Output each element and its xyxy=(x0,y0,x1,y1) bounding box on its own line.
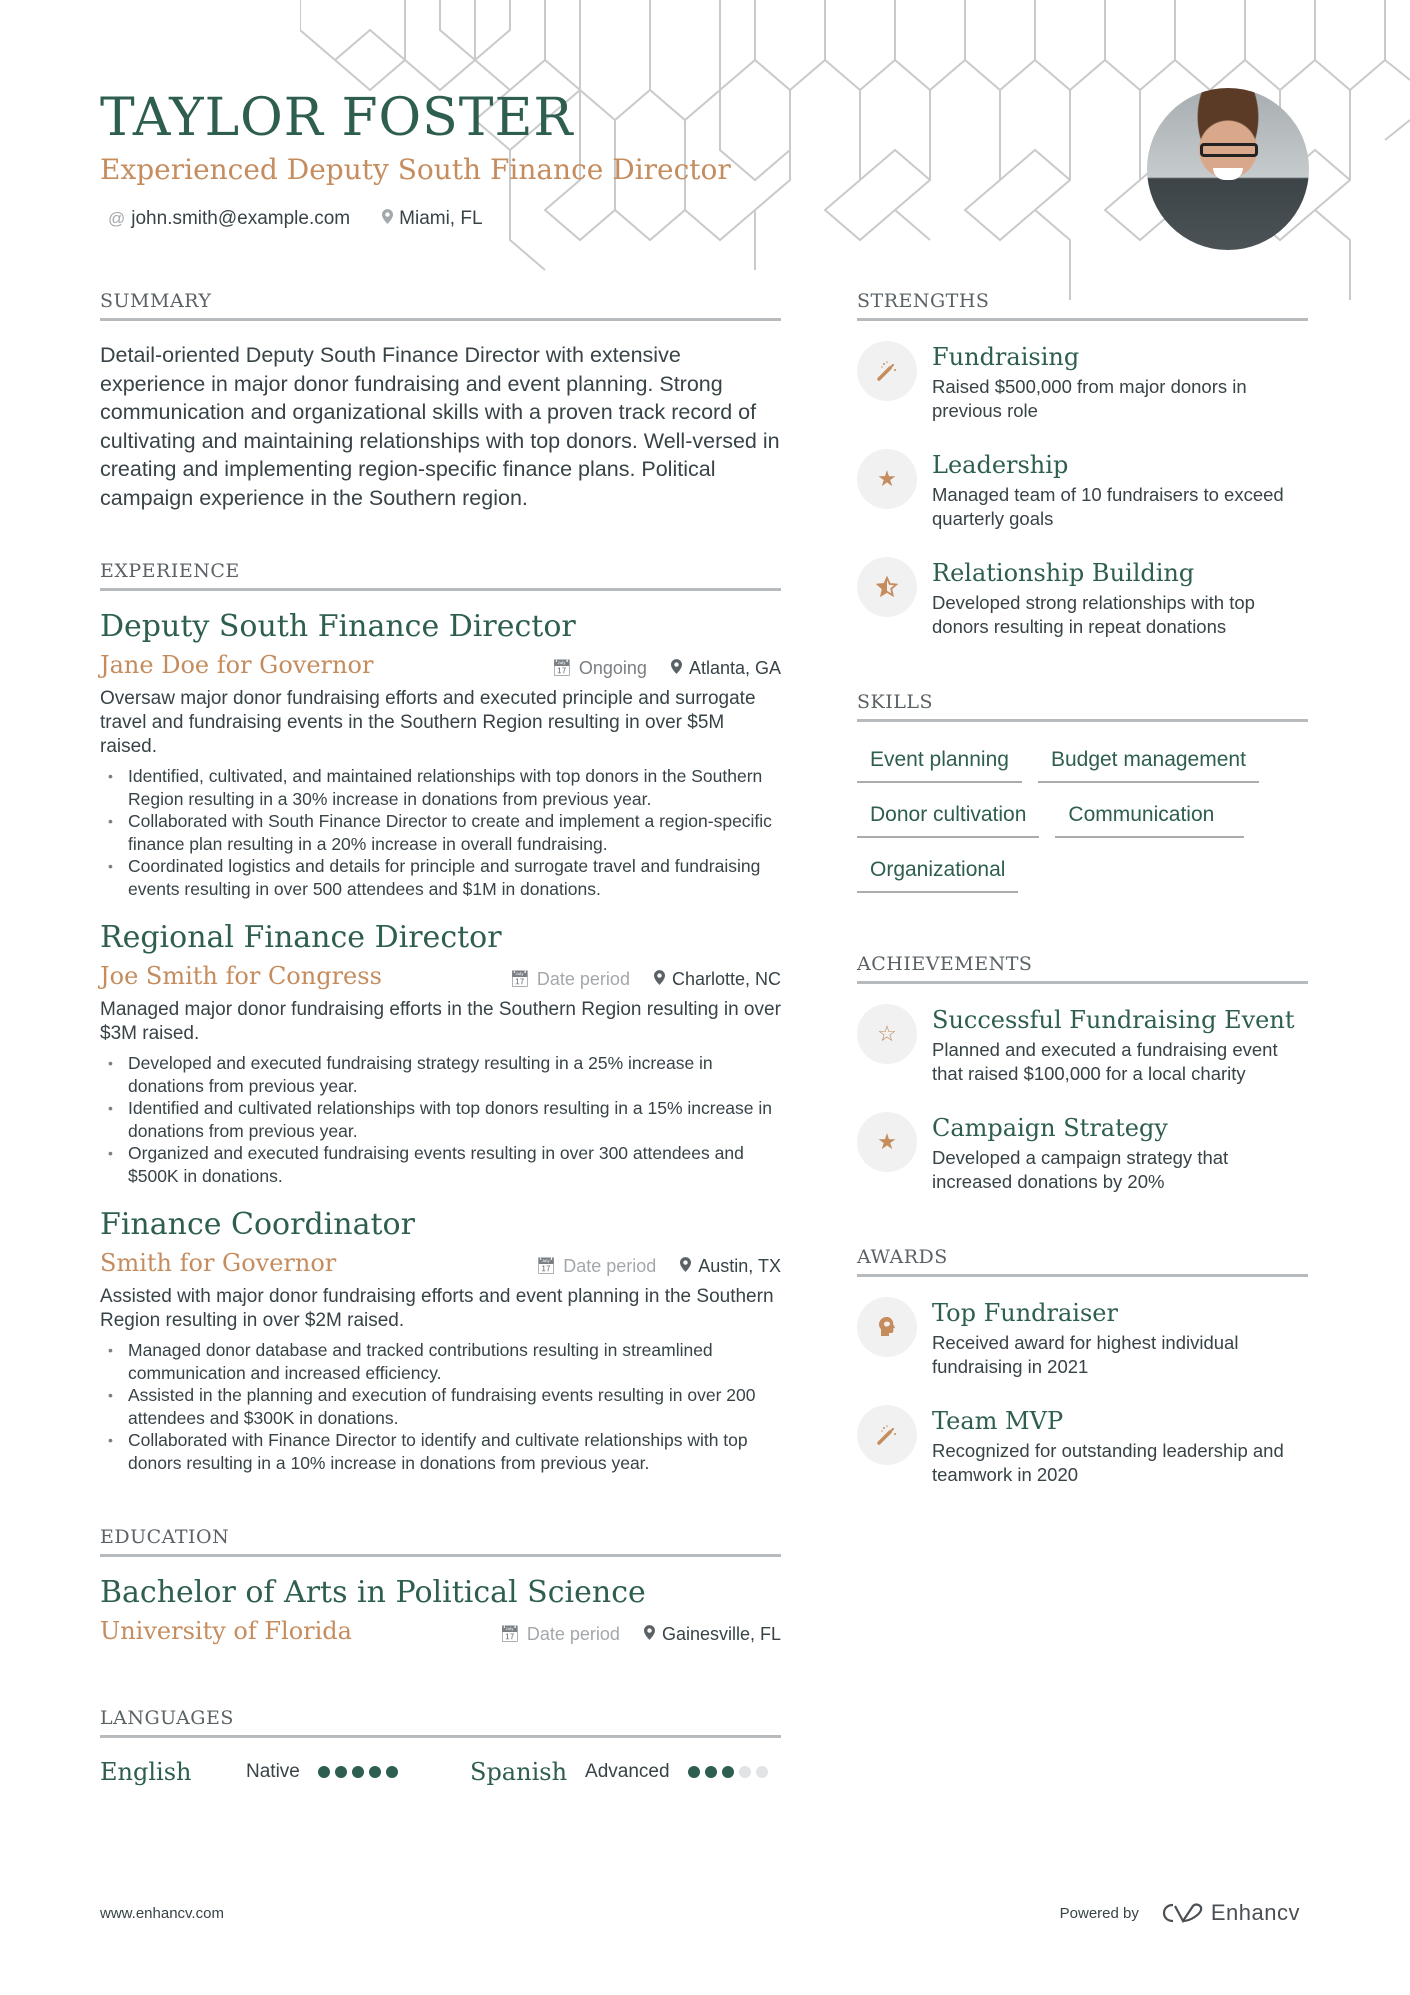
star-filled-icon: ★ xyxy=(857,449,917,509)
languages-section xyxy=(100,1707,781,1786)
rating-dot-filled xyxy=(318,1766,330,1778)
experience-section xyxy=(100,560,781,1474)
award-item xyxy=(857,1297,1308,1379)
award-description: Received award for highest individual fundraising in 2021 xyxy=(932,1332,1239,1377)
awards-section xyxy=(857,1246,1308,1487)
bullet-item: • Assisted in the planning and execution of fundraising events resulting in over 200 attendees and $300K in donations. xyxy=(100,1384,781,1429)
brand-name: Enhancv xyxy=(1210,1900,1300,1925)
email-text: john.smith@example.com xyxy=(131,208,351,229)
achievement-description: Developed a campaign strategy that increased donations by 20% xyxy=(932,1147,1229,1192)
rating-dot-filled xyxy=(369,1766,381,1778)
calendar-icon: 📅︎ xyxy=(551,660,572,677)
achievements-section xyxy=(857,953,1308,1194)
bullet-item: • Identified and cultivated relationships with top donors resulting in a 15% increase in donations from previous year. xyxy=(100,1097,781,1142)
education-location: Gainesville, FL xyxy=(661,1623,781,1644)
job-bullets xyxy=(100,1052,781,1187)
skill-tag: Donor cultivation xyxy=(857,799,1039,838)
company-name: Joe Smith for Congress xyxy=(100,962,382,990)
company-name: Jane Doe for Governor xyxy=(100,651,374,679)
company-name: Smith for Governor xyxy=(100,1249,337,1277)
job-date: Date period xyxy=(563,1255,657,1276)
job-role: Deputy South Finance Director xyxy=(100,609,576,644)
job-location: Atlanta, GA xyxy=(688,657,781,678)
skill-tag: Communication xyxy=(1055,799,1244,838)
bullet-item: • Organized and executed fundraising events resulting in over 300 attendees and $500K in donations. xyxy=(100,1142,781,1187)
pin-icon xyxy=(671,659,682,678)
contact-info xyxy=(100,208,731,230)
job-bullets xyxy=(100,765,781,900)
skills-list xyxy=(857,744,1308,893)
location-text: Miami, FL xyxy=(399,208,483,229)
pin-icon xyxy=(382,209,393,229)
education-date: Date period xyxy=(526,1623,620,1644)
bullet-item: • Coordinated logistics and details for principle and surrogate travel and fundraising events resulting in over 500 attendees and $1M in donations. xyxy=(100,855,781,900)
head-brain-icon xyxy=(857,1297,917,1357)
achievement-item xyxy=(857,1112,1308,1194)
language-rating xyxy=(318,1766,398,1778)
language-item xyxy=(470,1758,768,1786)
star-filled-icon: ★ xyxy=(857,1112,917,1172)
award-item xyxy=(857,1405,1308,1487)
job-role: Finance Coordinator xyxy=(100,1207,415,1242)
strength-item xyxy=(857,557,1308,639)
star-outline-icon: ☆ xyxy=(857,1004,917,1064)
page-footer xyxy=(100,1900,1300,1926)
skill-tag: Event planning xyxy=(857,744,1022,783)
magic-wand-icon xyxy=(857,341,917,401)
left-column xyxy=(100,290,781,1786)
strength-description: Managed team of 10 fundraisers to exceed quarterly goals xyxy=(932,484,1284,529)
award-title: Top Fundraiser xyxy=(932,1299,1118,1327)
profile-photo xyxy=(1147,88,1309,250)
location-contact xyxy=(382,208,482,230)
section-heading-skills: SKILLS xyxy=(857,691,1308,722)
powered-by xyxy=(1060,1900,1300,1926)
achievement-item xyxy=(857,1004,1308,1086)
school-name: University of Florida xyxy=(100,1617,352,1645)
achievement-title: Successful Fundraising Event xyxy=(932,1006,1295,1034)
rating-dot-filled xyxy=(352,1766,364,1778)
experience-item xyxy=(100,607,781,900)
magic-wand-icon xyxy=(857,1405,917,1465)
strength-description: Developed strong relationships with top donors resulting in repeat donations xyxy=(932,592,1255,637)
job-description: Managed major donor fundraising efforts in the Southern Region resulting in over $3M raised. xyxy=(100,999,781,1044)
section-heading-achievements: ACHIEVEMENTS xyxy=(857,953,1308,984)
job-description: Oversaw major donor fundraising efforts and executed principle and surrogate travel and fundraising events in the Southern Region resulting in over $5M raised. xyxy=(100,688,756,757)
brand-logo[interactable] xyxy=(1161,1900,1300,1926)
achievement-description: Planned and executed a fundraising event that raised $100,000 for a local charity xyxy=(932,1039,1278,1084)
bullet-item: • Developed and executed fundraising strategy resulting in a 25% increase in donations from previous year. xyxy=(100,1052,781,1097)
rating-dot-filled xyxy=(722,1766,734,1778)
summary-text: Detail-oriented Deputy South Finance Director with extensive experience in major donor fundraising and event planning. Strong communication and organizational skills with a proven track record of cultivating and maintaining relationships with top donors. Well-versed in creating and implementing region-specific finance plans. Political campaign experience in the Southern region. xyxy=(100,343,780,510)
job-location: Austin, TX xyxy=(698,1255,781,1276)
email-contact[interactable] xyxy=(108,208,350,230)
language-name: Spanish xyxy=(470,1758,568,1786)
rating-dot-filled xyxy=(688,1766,700,1778)
pin-icon xyxy=(644,1625,655,1644)
strength-item xyxy=(857,449,1308,531)
section-heading-awards: AWARDS xyxy=(857,1246,1308,1277)
calendar-icon: 📅︎ xyxy=(499,1626,520,1643)
achievement-title: Campaign Strategy xyxy=(932,1114,1168,1142)
pin-icon xyxy=(654,970,665,989)
at-icon: @ xyxy=(108,209,126,228)
section-heading-languages: LANGUAGES xyxy=(100,1707,781,1738)
section-heading-strengths: STRENGTHS xyxy=(857,290,1308,321)
pin-icon xyxy=(680,1257,691,1276)
bullet-item: • Managed donor database and tracked contributions resulting in streamlined communication and increased efficiency. xyxy=(100,1339,781,1384)
strength-title: Leadership xyxy=(932,451,1069,479)
candidate-name: TAYLOR FOSTER xyxy=(100,88,574,148)
rating-dot-filled xyxy=(335,1766,347,1778)
experience-item xyxy=(100,1205,781,1474)
photo-smile-detail xyxy=(1213,168,1243,180)
star-half-icon xyxy=(857,557,917,617)
candidate-title: Experienced Deputy South Finance Director xyxy=(100,153,731,186)
job-bullets xyxy=(100,1339,781,1474)
language-level: Advanced xyxy=(585,1761,670,1782)
rating-dot-empty xyxy=(756,1766,768,1778)
skills-section xyxy=(857,691,1308,893)
job-location: Charlotte, NC xyxy=(671,968,781,989)
experience-item xyxy=(100,918,781,1187)
section-heading-education: EDUCATION xyxy=(100,1526,781,1557)
strength-description: Raised $500,000 from major donors in previous role xyxy=(932,376,1247,421)
job-date: Date period xyxy=(536,968,630,989)
job-date: Ongoing xyxy=(578,657,647,678)
bullet-item: • Collaborated with South Finance Director to create and implement a region-specific finance plan resulting in a 20% increase in overall fundraising. xyxy=(100,810,781,855)
award-title: Team MVP xyxy=(932,1407,1064,1435)
powered-by-label: Powered by xyxy=(1059,1904,1139,1922)
strengths-section xyxy=(857,290,1308,639)
section-heading-summary: SUMMARY xyxy=(100,290,781,321)
strength-item xyxy=(857,341,1308,423)
website-link[interactable]: www.enhancv.com xyxy=(100,1904,224,1922)
resume-header xyxy=(100,88,731,230)
job-description: Assisted with major donor fundraising efforts and event planning in the Southern Region resulting in over $2M raised. xyxy=(100,1286,774,1331)
language-rating xyxy=(688,1766,768,1778)
bullet-item: • Collaborated with Finance Director to identify and cultivate relationships with top donors resulting in a 10% increase in donations from previous year. xyxy=(100,1429,781,1474)
strength-title: Fundraising xyxy=(932,343,1080,371)
rating-dot-filled xyxy=(386,1766,398,1778)
skill-tag: Organizational xyxy=(857,854,1018,893)
language-item xyxy=(100,1758,470,1786)
rating-dot-filled xyxy=(705,1766,717,1778)
language-level: Native xyxy=(246,1761,300,1782)
award-description: Recognized for outstanding leadership and teamwork in 2020 xyxy=(932,1440,1284,1485)
education-section xyxy=(100,1526,781,1647)
language-name: English xyxy=(100,1758,192,1786)
skill-tag: Budget management xyxy=(1038,744,1259,783)
calendar-icon: 📅︎ xyxy=(509,971,530,988)
section-heading-experience: EXPERIENCE xyxy=(100,560,781,591)
strength-title: Relationship Building xyxy=(932,559,1195,587)
rating-dot-empty xyxy=(739,1766,751,1778)
bullet-item: • Identified, cultivated, and maintained relationships with top donors in the Southern Region resulting in a 30% increase in donations from previous year. xyxy=(100,765,781,810)
languages-list xyxy=(100,1758,781,1786)
summary-section xyxy=(100,290,781,512)
job-role: Regional Finance Director xyxy=(100,920,502,955)
degree-title: Bachelor of Arts in Political Science xyxy=(100,1575,646,1610)
enhancv-logo-icon xyxy=(1161,1901,1205,1925)
photo-glasses-detail xyxy=(1200,143,1258,157)
right-column xyxy=(857,290,1308,1487)
calendar-icon: 📅︎ xyxy=(535,1258,557,1275)
